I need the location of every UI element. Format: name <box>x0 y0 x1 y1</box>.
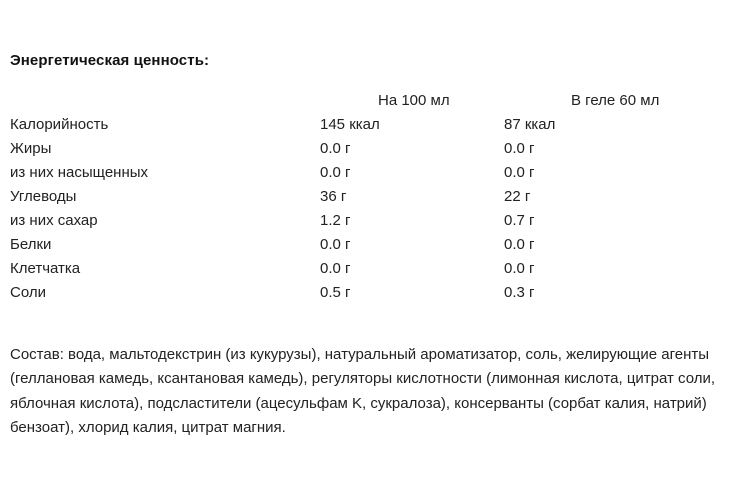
row-value-per-gel: 0.3 г <box>504 284 535 301</box>
nutrition-table <box>10 89 710 305</box>
row-label: Клетчатка <box>10 260 81 277</box>
table-row <box>10 137 710 161</box>
table-row <box>10 113 710 137</box>
row-value-per-gel: 87 ккал <box>504 116 556 133</box>
row-value-per-100ml: 0.0 г <box>320 236 351 253</box>
row-value-per-100ml: 0.5 г <box>320 284 351 301</box>
row-value-per-gel: 0.0 г <box>504 140 535 157</box>
row-value-per-gel: 0.0 г <box>504 164 535 181</box>
table-row <box>10 281 710 305</box>
row-label: Соли <box>10 284 46 301</box>
table-row <box>10 233 710 257</box>
row-value-per-100ml: 1.2 г <box>320 212 351 229</box>
row-value-per-100ml: 0.0 г <box>320 260 351 277</box>
nutrition-heading: Энергетическая ценность: <box>10 52 210 69</box>
table-row <box>10 161 710 185</box>
row-value-per-gel: 0.0 г <box>504 260 535 277</box>
table-row <box>10 185 710 209</box>
row-value-per-gel: 22 г <box>504 188 531 205</box>
row-value-per-100ml: 0.0 г <box>320 164 351 181</box>
row-label: из них насыщенных <box>10 164 149 181</box>
row-value-per-gel: 0.0 г <box>504 236 535 253</box>
table-row <box>10 257 710 281</box>
row-label: Углеводы <box>10 188 77 205</box>
row-value-per-100ml: 0.0 г <box>320 140 351 157</box>
column-header-per-100ml: На 100 мл <box>378 92 450 109</box>
table-row <box>10 209 710 233</box>
row-value-per-100ml: 145 ккал <box>320 116 380 133</box>
row-value-per-100ml: 36 г <box>320 188 347 205</box>
column-header-per-gel: В геле 60 мл <box>571 92 660 109</box>
row-value-per-gel: 0.7 г <box>504 212 535 229</box>
row-label: Калорийность <box>10 116 109 133</box>
composition-text: Состав: вода, мальтодекстрин (из кукурузы), натуральный ароматизатор, соль, желирующие агенты (геллановая камедь, ксантановая камедь), регуляторы кислотности (лимонная кислота, цитрат соли, яблочная кислота), подсластители (ацесульфам K, сукралоза), консерванты (сорбат калия, натрий) бензоат), хлорид калия, цитрат магния. <box>10 346 716 436</box>
row-label: Белки <box>10 236 52 253</box>
row-label: из них сахар <box>10 212 98 229</box>
table-header-row <box>10 89 710 113</box>
row-label: Жиры <box>10 140 52 157</box>
